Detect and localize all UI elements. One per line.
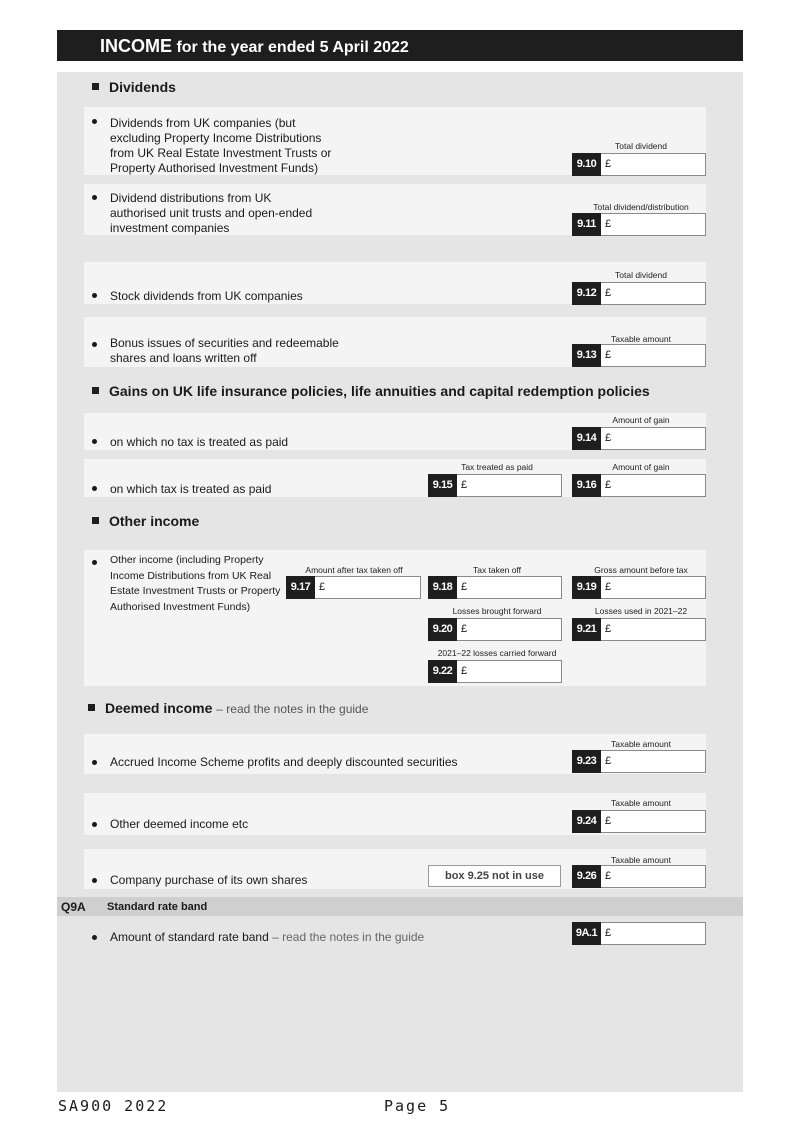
item-bonus-issues: Bonus issues of securities and redeemable shares and loans written off xyxy=(110,336,339,365)
amount-input[interactable] xyxy=(601,153,706,176)
box-number: 9.11 xyxy=(572,213,601,236)
bullet-icon xyxy=(92,935,97,940)
box-number: 9.14 xyxy=(572,427,601,450)
square-bullet-icon xyxy=(92,387,99,394)
section-heading-other-income: Other income xyxy=(92,513,199,529)
box-label: Taxable amount xyxy=(610,334,671,344)
amount-input[interactable] xyxy=(601,344,706,367)
box-number: 9.19 xyxy=(572,576,601,599)
box-number: 9.13 xyxy=(572,344,601,367)
amount-input[interactable] xyxy=(315,576,421,599)
item-stock-dividends: Stock dividends from UK companies xyxy=(110,289,303,303)
pound-icon: £ xyxy=(461,479,468,491)
pound-icon: £ xyxy=(605,479,612,491)
box-number: 9.15 xyxy=(428,474,457,497)
section-heading-gains: Gains on UK life insurance policies, life annuities and capital redemption policies xyxy=(92,383,650,399)
pound-icon: £ xyxy=(605,158,612,170)
field-9-15[interactable] xyxy=(428,474,562,497)
field-9-20[interactable] xyxy=(428,618,562,641)
field-9-10[interactable] xyxy=(572,153,706,176)
amount-input[interactable] xyxy=(601,474,706,497)
field-9-11[interactable] xyxy=(572,213,706,236)
bullet-icon xyxy=(92,119,97,124)
box-label: Amount after tax taken off xyxy=(305,565,403,575)
box-number: 9.26 xyxy=(572,865,601,888)
item-other-income: Other income (including Property Income Distributions from UK Real Estate Investment Trusts or Property Authorised Investment Funds) xyxy=(110,554,281,613)
box-label: Amount of gain xyxy=(612,415,670,425)
page-header xyxy=(57,30,743,61)
amount-input[interactable] xyxy=(457,660,562,683)
box-label: Losses brought forward xyxy=(452,606,542,616)
pound-icon: £ xyxy=(605,623,612,635)
box-label: Gross amount before tax xyxy=(594,565,688,575)
amount-input[interactable] xyxy=(601,576,706,599)
field-9-19[interactable] xyxy=(572,576,706,599)
section-heading-deemed-income: Deemed income – read the notes in the guide xyxy=(88,700,368,716)
pound-icon: £ xyxy=(605,870,612,882)
field-9-26[interactable] xyxy=(572,865,706,888)
amount-input[interactable] xyxy=(601,427,706,450)
amount-input[interactable] xyxy=(601,282,706,305)
item-gain-tax-paid: on which tax is treated as paid xyxy=(110,482,272,496)
pound-icon: £ xyxy=(461,665,468,677)
amount-input[interactable] xyxy=(601,922,706,945)
pound-icon: £ xyxy=(605,815,612,827)
bullet-icon xyxy=(92,822,97,827)
box-label: Amount of gain xyxy=(612,462,670,472)
box-number: 9.12 xyxy=(572,282,601,305)
bullet-icon xyxy=(92,486,97,491)
field-9-22[interactable] xyxy=(428,660,562,683)
amount-input[interactable] xyxy=(457,576,562,599)
field-9-24[interactable] xyxy=(572,810,706,833)
pound-icon: £ xyxy=(605,287,612,299)
square-bullet-icon xyxy=(88,704,95,711)
item-dividends-uk: Dividends from UK companies (but excluding Property Income Distributions from UK Real Estate Investment Trusts or Property Authorised Investment Funds) xyxy=(110,116,332,175)
box-label: Total dividend/distribution xyxy=(593,202,689,212)
section-heading-dividends: Dividends xyxy=(92,79,176,95)
box-number: 9.17 xyxy=(286,576,315,599)
box-number: 9.22 xyxy=(428,660,457,683)
item-gain-no-tax: on which no tax is treated as paid xyxy=(110,435,289,449)
footer-form-id: SA900 2022 xyxy=(58,1097,169,1115)
field-9-17[interactable] xyxy=(286,576,421,599)
field-9-16[interactable] xyxy=(572,474,706,497)
question-9a-bar xyxy=(57,897,743,916)
box-label: Tax taken off xyxy=(472,565,522,575)
field-9-12[interactable] xyxy=(572,282,706,305)
box-number: 9A.1 xyxy=(572,922,601,945)
pound-icon: £ xyxy=(605,755,612,767)
bullet-icon xyxy=(92,560,97,565)
box-number: 9.23 xyxy=(572,750,601,773)
footer-page-number: Page 5 xyxy=(384,1097,451,1115)
box-label: Tax treated as paid xyxy=(461,462,533,472)
pound-icon: £ xyxy=(605,218,612,230)
pound-icon: £ xyxy=(605,432,612,444)
field-9-23[interactable] xyxy=(572,750,706,773)
bullet-icon xyxy=(92,878,97,883)
bullet-icon xyxy=(92,760,97,765)
box-number: 9.16 xyxy=(572,474,601,497)
box-label: Total dividend xyxy=(615,141,667,151)
pound-icon: £ xyxy=(605,927,612,939)
bullet-icon xyxy=(92,293,97,298)
box-9-25-not-in-use: box 9.25 not in use xyxy=(428,865,561,887)
box-label: Losses used in 2021–22 xyxy=(594,606,688,616)
field-9-21[interactable] xyxy=(572,618,706,641)
item-accrued-income: Accrued Income Scheme profits and deeply discounted securities xyxy=(110,755,458,769)
square-bullet-icon xyxy=(92,83,99,90)
item-dividends-unit-trusts: Dividend distributions from UK authorised unit trusts and open-ended investment companies xyxy=(110,191,313,235)
amount-input[interactable] xyxy=(601,865,706,888)
pound-icon: £ xyxy=(605,349,612,361)
question-code: Q9A xyxy=(61,900,86,914)
bullet-icon xyxy=(92,195,97,200)
amount-input[interactable] xyxy=(601,750,706,773)
pound-icon: £ xyxy=(461,623,468,635)
question-label: Standard rate band xyxy=(107,901,208,913)
amount-input[interactable] xyxy=(601,618,706,641)
box-number: 9.21 xyxy=(572,618,601,641)
box-label: Taxable amount xyxy=(610,798,671,808)
amount-input[interactable] xyxy=(601,213,706,236)
item-other-deemed-income: Other deemed income etc xyxy=(110,817,249,831)
box-number: 9.20 xyxy=(428,618,457,641)
box-label: Total dividend xyxy=(615,270,667,280)
field-9-13[interactable] xyxy=(572,344,706,367)
page-title: INCOME for the year ended 5 April 2022 xyxy=(100,36,409,56)
box-label: Taxable amount xyxy=(610,739,671,749)
item-standard-rate-band: Amount of standard rate band – read the notes in the guide xyxy=(110,930,425,944)
amount-input[interactable] xyxy=(457,474,562,497)
box-label: Taxable amount xyxy=(610,855,671,865)
square-bullet-icon xyxy=(92,517,99,524)
amount-input[interactable] xyxy=(457,618,562,641)
box-number: 9.24 xyxy=(572,810,601,833)
pound-icon: £ xyxy=(319,581,326,593)
field-9-18[interactable] xyxy=(428,576,562,599)
field-9a-1[interactable] xyxy=(572,922,706,945)
box-label: 2021–22 losses carried forward xyxy=(437,648,557,658)
bullet-icon xyxy=(92,439,97,444)
pound-icon: £ xyxy=(461,581,468,593)
box-number: 9.18 xyxy=(428,576,457,599)
amount-input[interactable] xyxy=(601,810,706,833)
item-company-purchase: Company purchase of its own shares xyxy=(110,873,308,887)
pound-icon: £ xyxy=(605,581,612,593)
bullet-icon xyxy=(92,342,97,347)
field-9-14[interactable] xyxy=(572,427,706,450)
box-number: 9.10 xyxy=(572,153,601,176)
